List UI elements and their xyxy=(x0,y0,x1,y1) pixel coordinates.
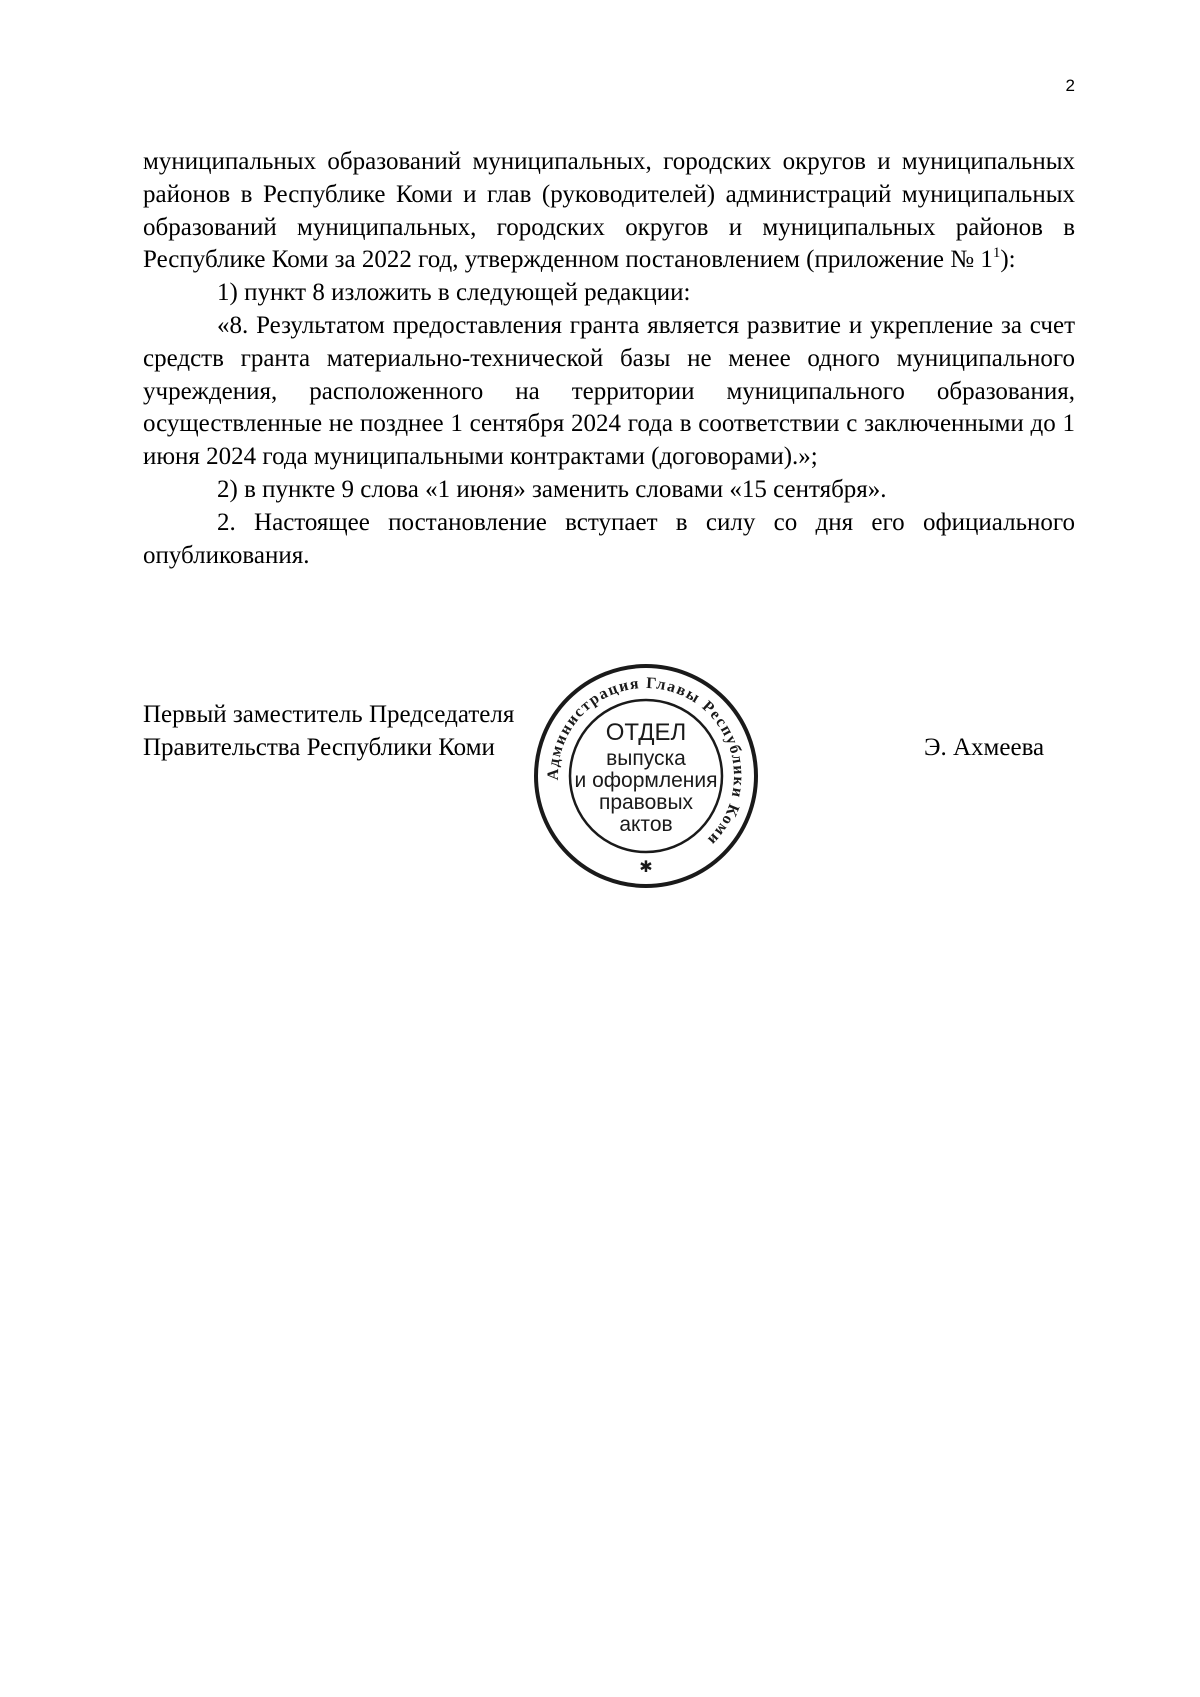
paragraph-quoted-point-8: «8. Результатом предоставления гранта является развитие и укрепление за счет средств гранта материально-технической базы не менее одного муниципального учреждения, расположенного на территории муниципального образования, осуществленные не позднее 1 сентября 2024 года в соответствии с заключенными до 1 июня 2024 года муниципальными контрактами (договорами).»; xyxy=(143,311,1075,471)
stamp-line-4: правовых xyxy=(598,791,694,814)
stamp-line-3: и оформления xyxy=(574,769,718,792)
stamp-line-5: актов xyxy=(619,813,673,836)
official-stamp xyxy=(532,662,760,890)
signatory-position-line-2: Правительства Республики Коми xyxy=(143,733,495,761)
stamp-line-1: ОТДЕЛ xyxy=(605,719,687,746)
signatory-position-line-1: Первый заместитель Председателя xyxy=(143,701,515,728)
paragraph-entry-into-force: 2. Настоящее постановление вступает в силу со дня его официального опубликования. xyxy=(143,508,1075,569)
document-body xyxy=(143,146,1075,572)
stamp-ring-text: Администрация Главы Республики Коми xyxy=(544,674,748,850)
page-number: 2 xyxy=(1065,76,1075,95)
stamp-line-2: выпуска xyxy=(606,747,686,770)
signatory-name: Э. Ахмеева xyxy=(924,734,1045,761)
footnote-superscript: 1 xyxy=(992,245,1001,262)
paragraph-item-1: 1) пункт 8 изложить в следующей редакции: xyxy=(217,279,691,307)
signatory-position xyxy=(143,699,514,765)
paragraph-continuation: муниципальных образований муниципальных, городских округов и муниципальных районов в Республике Коми и глав (руководителей) администраций муниципальных образований муниципальных, городских округов и муниципальных районов в Республике Коми за 2022 год, утвержденном постановлением (приложение № $1^1$): xyxy=(143,148,1075,274)
paragraph-item-2: 2) в пункте 9 слова «1 июня» заменить словами «15 сентября». xyxy=(217,475,887,503)
stamp-star: ✱ xyxy=(639,857,653,876)
